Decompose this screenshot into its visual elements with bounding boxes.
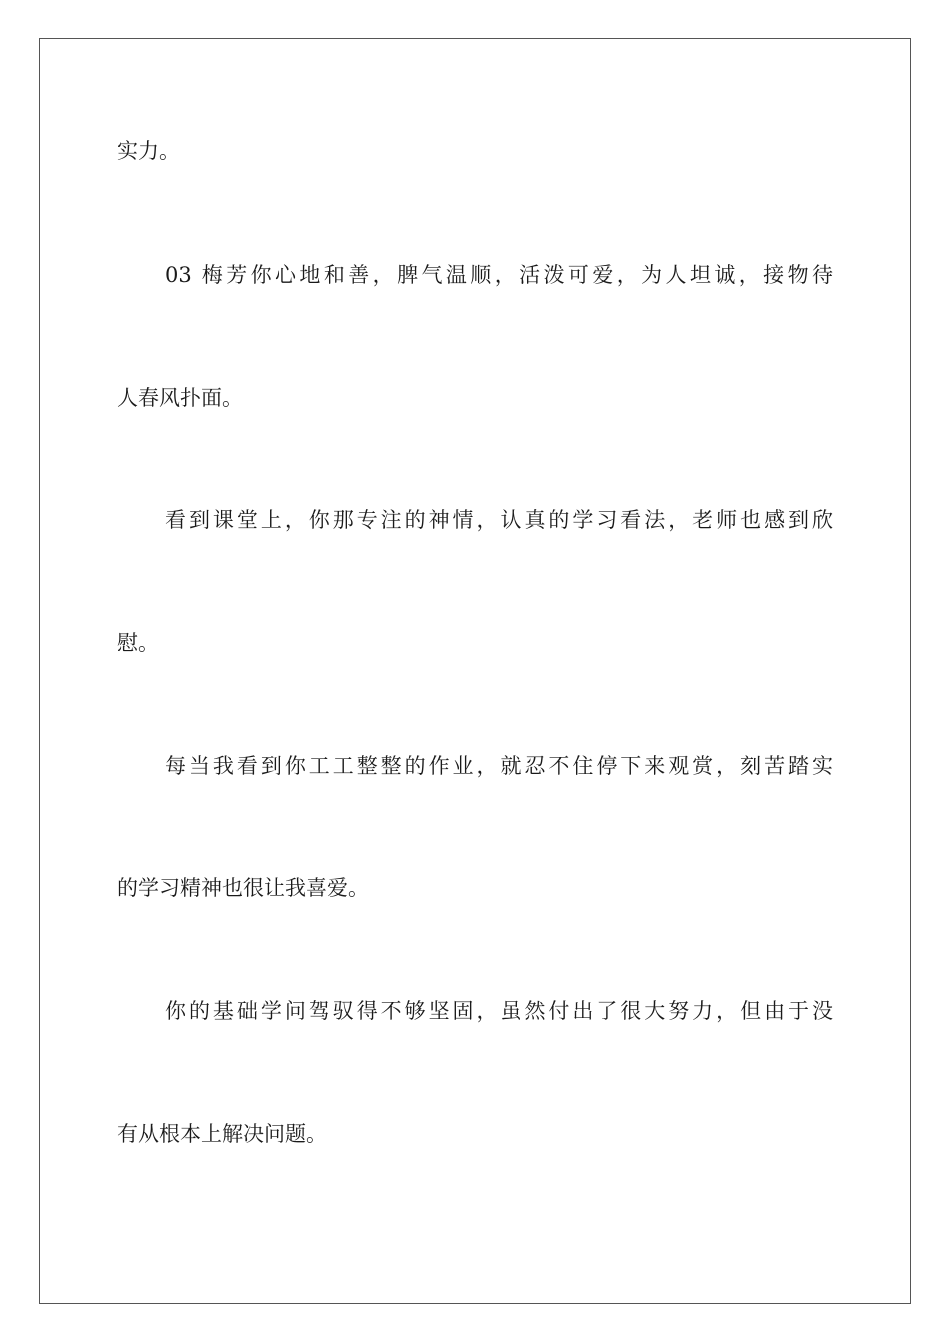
text-line-1: 实力。 xyxy=(117,139,180,163)
text-line-9: 有从根本上解决问题。 xyxy=(117,1122,327,1146)
text-line-4: 看到课堂上，你那专注的神情，认真的学习看法，老师也感到欣 xyxy=(165,508,833,532)
page-border xyxy=(39,38,911,1304)
text-line-7: 的学习精神也很让我喜爱。 xyxy=(117,876,369,900)
text-line-6: 每当我看到你工工整整的作业，就忍不住停下来观赏，刻苦踏实 xyxy=(165,754,833,778)
text-line-8: 你的基础学问驾驭得不够坚固，虽然付出了很大努力，但由于没 xyxy=(165,999,833,1023)
text-line-5: 慰。 xyxy=(117,631,159,655)
text-line-3: 人春风扑面。 xyxy=(117,386,243,410)
text-line-2: 03 梅芳你心地和善，脾气温顺，活泼可爱，为人坦诚，接物待 xyxy=(165,263,833,287)
